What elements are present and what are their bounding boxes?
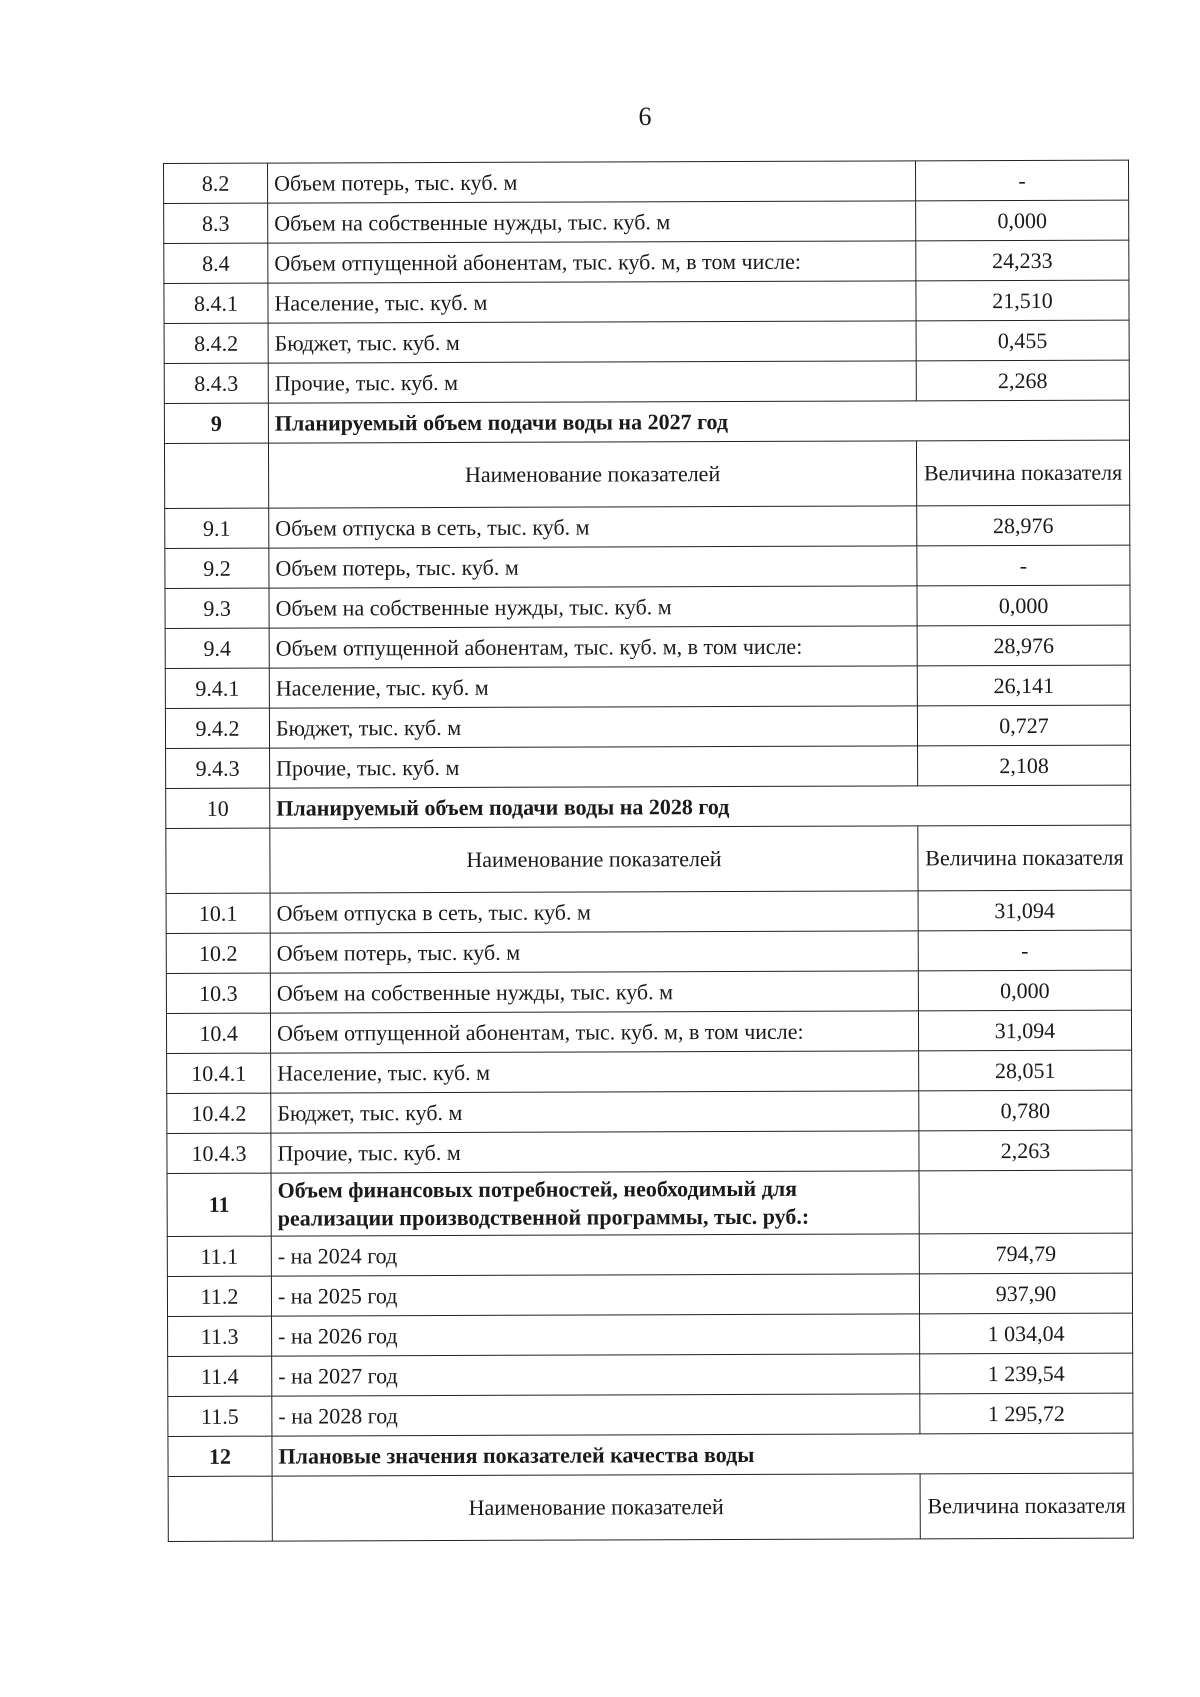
row-label: Бюджет, тыс. куб. м <box>269 706 917 748</box>
row-value: 0,000 <box>916 200 1129 241</box>
row-number: 9.4.1 <box>165 668 269 708</box>
row-value: 28,976 <box>917 505 1130 546</box>
table-row <box>168 1393 1133 1436</box>
row-number: 10.4 <box>166 1013 270 1053</box>
row-value: 31,094 <box>918 1010 1131 1051</box>
row-label: Объем отпуска в сеть, тыс. куб. м <box>269 506 917 548</box>
section-title: Плановые значения показателей качества воды <box>272 1433 1133 1476</box>
row-label: Объем отпущенной абонентам, тыс. куб. м, в том числе: <box>269 626 917 668</box>
row-label: Объем потерь, тыс. куб. м <box>268 161 916 203</box>
row-number: 8.4 <box>164 243 268 283</box>
table-row <box>164 320 1129 363</box>
row-value: 31,094 <box>918 890 1131 931</box>
row-label: Население, тыс. куб. м <box>268 281 916 323</box>
row-number: 9.3 <box>165 588 269 628</box>
table-row <box>165 705 1130 748</box>
table-row <box>168 1313 1133 1356</box>
row-label: Объем потерь, тыс. куб. м <box>269 546 917 588</box>
header-value: Величина показателя <box>918 825 1131 891</box>
table-row <box>167 1233 1132 1276</box>
table-row <box>165 585 1130 628</box>
row-number: 11.1 <box>167 1236 271 1276</box>
row-number: 8.4.3 <box>164 363 268 403</box>
row-label: Объем на собственные нужды, тыс. куб. м <box>268 201 916 243</box>
row-number: 11.5 <box>168 1396 272 1436</box>
row-label: Объем отпущенной абонентам, тыс. куб. м, в том числе: <box>270 1011 918 1053</box>
row-number: 10.4.1 <box>167 1053 271 1093</box>
row-value: 2,268 <box>916 360 1129 401</box>
row-label: Объем на собственные нужды, тыс. куб. м <box>269 586 917 628</box>
table-row <box>165 545 1130 588</box>
table-header-row <box>164 440 1129 508</box>
header-name: Наименование показателей <box>272 1474 920 1541</box>
table-row <box>168 1353 1133 1396</box>
row-number: 8.3 <box>164 203 268 243</box>
table-header-row <box>168 1473 1133 1541</box>
row-value: 0,000 <box>918 970 1131 1011</box>
row-label: - на 2028 год <box>272 1394 920 1436</box>
row-label: Объем на собственные нужды, тыс. куб. м <box>270 971 918 1013</box>
table-header-row <box>166 825 1131 893</box>
section-title: Планируемый объем подачи воды на 2028 год <box>270 785 1131 828</box>
header-name: Наименование показателей <box>270 826 918 893</box>
row-value: 21,510 <box>916 280 1129 321</box>
row-value: 2,108 <box>918 745 1131 786</box>
table-row <box>166 890 1131 933</box>
section-value <box>919 1170 1132 1234</box>
row-number: 11.2 <box>167 1276 271 1316</box>
page-number: 6 <box>638 102 652 131</box>
row-label: Прочие, тыс. куб. м <box>271 1131 919 1173</box>
row-value: 1 239,54 <box>920 1353 1133 1394</box>
row-label: Объем отпуска в сеть, тыс. куб. м <box>270 891 918 933</box>
table-row <box>167 1130 1132 1173</box>
row-value: 0,727 <box>917 705 1130 746</box>
row-label: Прочие, тыс. куб. м <box>270 746 918 788</box>
row-label: - на 2026 год <box>272 1314 920 1356</box>
table-row <box>166 970 1131 1013</box>
table-row <box>165 625 1130 668</box>
section-row <box>164 400 1129 443</box>
table-row <box>164 160 1129 203</box>
row-value: 2,263 <box>919 1130 1132 1171</box>
row-value: 937,90 <box>919 1273 1132 1314</box>
section-row <box>166 785 1131 828</box>
row-value: 28,051 <box>919 1050 1132 1091</box>
table-row <box>167 1090 1132 1133</box>
row-value: - <box>918 930 1131 971</box>
row-value: 28,976 <box>917 625 1130 666</box>
section-number: 10 <box>166 788 270 828</box>
row-number: 8.4.2 <box>164 323 268 363</box>
table-row <box>165 665 1130 708</box>
row-value: 0,455 <box>916 320 1129 361</box>
table-row <box>166 1010 1131 1053</box>
row-number: 8.4.1 <box>164 283 268 323</box>
table-row <box>166 930 1131 973</box>
row-value: - <box>915 160 1128 201</box>
row-number: 10.1 <box>166 893 270 933</box>
header-name: Наименование показателей <box>268 441 916 508</box>
section-row <box>167 1170 1132 1236</box>
table-row <box>167 1050 1132 1093</box>
row-number: 9.4.2 <box>165 708 269 748</box>
section-number: 12 <box>168 1436 272 1476</box>
row-value: 26,141 <box>917 665 1130 706</box>
row-number: 9.4 <box>165 628 269 668</box>
section-title: Планируемый объем подачи воды на 2027 год <box>268 400 1129 443</box>
row-value: 0,000 <box>917 585 1130 626</box>
header-value: Величина показателя <box>916 440 1129 506</box>
row-value: 24,233 <box>916 240 1129 281</box>
row-label: Бюджет, тыс. куб. м <box>271 1091 919 1133</box>
indicators-table <box>163 160 1134 1542</box>
row-label: Население, тыс. куб. м <box>269 666 917 708</box>
row-number: 11.4 <box>168 1356 272 1396</box>
table-row <box>164 240 1129 283</box>
table-row <box>167 1273 1132 1316</box>
row-number: 9.4.3 <box>166 748 270 788</box>
row-value: 794,79 <box>919 1233 1132 1274</box>
row-number: 10.4.3 <box>167 1133 271 1173</box>
table-row <box>164 200 1129 243</box>
row-value: 0,780 <box>919 1090 1132 1131</box>
header-empty-cell <box>166 828 270 893</box>
row-number: 11.3 <box>168 1316 272 1356</box>
table-row <box>165 505 1130 548</box>
row-label: - на 2025 год <box>271 1274 919 1316</box>
row-label: Бюджет, тыс. куб. м <box>268 321 916 363</box>
row-label: - на 2024 год <box>271 1234 919 1276</box>
header-empty-cell <box>164 443 268 508</box>
row-number: 10.3 <box>166 973 270 1013</box>
row-value: 1 295,72 <box>920 1393 1133 1434</box>
row-number: 10.2 <box>166 933 270 973</box>
row-number: 8.2 <box>164 163 268 203</box>
row-value: - <box>917 545 1130 586</box>
row-number: 10.4.2 <box>167 1093 271 1133</box>
row-label: Объем потерь, тыс. куб. м <box>270 931 918 973</box>
section-row <box>168 1433 1133 1476</box>
row-value: 1 034,04 <box>920 1313 1133 1354</box>
row-number: 9.2 <box>165 548 269 588</box>
row-label: - на 2027 год <box>272 1354 920 1396</box>
row-number: 9.1 <box>165 508 269 548</box>
row-label: Прочие, тыс. куб. м <box>268 361 916 403</box>
row-label: Объем отпущенной абонентам, тыс. куб. м, в том числе: <box>268 241 916 283</box>
row-label: Население, тыс. куб. м <box>271 1051 919 1093</box>
section-title: Объем финансовых потребностей, необходимый для реализации производственной программы, тыс. руб.: <box>271 1171 919 1236</box>
header-empty-cell <box>168 1476 272 1541</box>
header-value: Величина показателя <box>920 1473 1133 1539</box>
section-number: 11 <box>167 1173 271 1236</box>
section-number: 9 <box>164 403 268 443</box>
table-row <box>164 360 1129 403</box>
table-row <box>166 745 1131 788</box>
table-row <box>164 280 1129 323</box>
